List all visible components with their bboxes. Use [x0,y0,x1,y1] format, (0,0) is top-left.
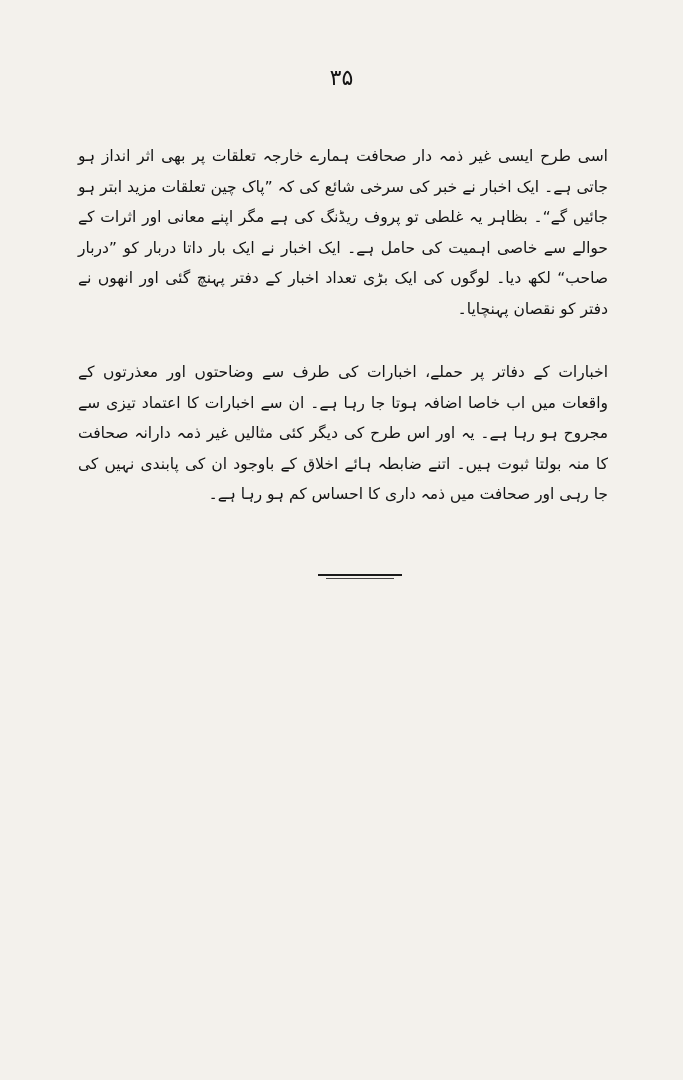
section-end-divider [318,574,402,576]
page-number: ۳۵ [329,66,354,91]
paragraph-2: اخبارات کے دفاتر پر حملے، اخبارات کی طرف سے وضاحتوں اور معذرتوں کے واقعات میں اب خاصا اضافہ ہوتا جا رہا ہے۔ ان سے اخبارات کا اعتماد تیزی سے مجروح ہو رہا ہے۔ یہ اور اس طرح کی دیگر کئی مثالیں غیر ذمہ دارانہ صحافت کا منہ بولتا ثبوت ہیں۔ اتنے ضابطہ ہائے اخلاق کے باوجود ان کی پابندی نہیں کی جا رہی اور صحافت میں ذمہ داری کا احساس کم ہو رہا ہے۔ [78,363,608,503]
paragraph-1: اسی طرح ایسی غیر ذمہ دار صحافت ہمارے خارجہ تعلقات پر بھی اثر انداز ہو جاتی ہے۔ ایک اخبار نے خبر کی سرخی شائع کی کہ ”پاک چین تعلقات مزید ابتر ہو جائیں گے“۔ بظاہر یہ غلطی تو پروف ریڈنگ کی ہے مگر اپنے معانی اور اثرات کے حوالے سے خاصی اہمیت کی حامل ہے۔ ایک اخبار نے ایک بار داتا دربار کو ”دربار صاحب“ لکھ دیا۔ لوگوں کی ایک بڑی تعداد اخبار کے دفتر پہنچ گئی اور انھوں نے دفتر کو نقصان پہنچایا۔ [78,147,608,318]
